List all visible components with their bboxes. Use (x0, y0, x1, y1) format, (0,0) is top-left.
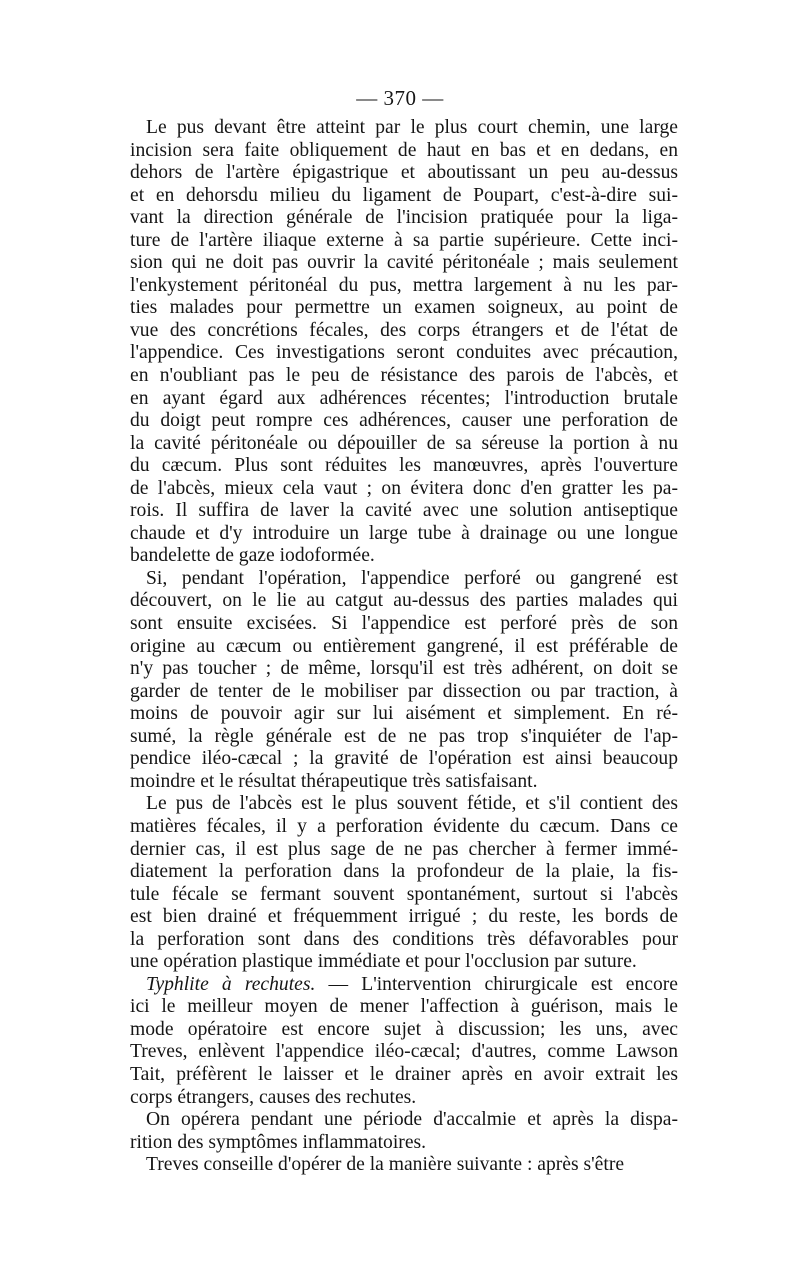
text-line: ici le meilleur moyen de mener l'affection à guérison, mais le (130, 996, 678, 1018)
text-line: ties malades pour permettre un examen soigneux, au point de (130, 297, 678, 319)
text-line: la cavité péritonéale ou dépouiller de sa séreuse la portion à nu (130, 432, 678, 454)
text-line: diatement la perforation dans la profondeur de la plaie, la fis- (130, 861, 678, 883)
text-line: vue des concrétions fécales, des corps étrangers et de l'état de (130, 319, 678, 341)
text-line: Treves, enlèvent l'appendice iléo-cæcal; d'autres, comme Lawson (130, 1041, 678, 1063)
text-line: sion qui ne doit pas ouvrir la cavité péritonéale ; mais seulement (130, 252, 678, 274)
text-line: une opération plastique immédiate et pour l'occlusion par suture. (130, 951, 637, 973)
text-line: en ayant égard aux adhérences récentes; l'introduction brutale (130, 387, 678, 409)
text-line: de l'abcès, mieux cela vaut ; on évitera donc d'en gratter les pa- (130, 477, 678, 499)
text-line: rition des symptômes inflammatoires. (130, 1131, 427, 1153)
text-line: en n'oubliant pas le peu de résistance des parois de l'abcès, et (130, 365, 678, 387)
text-line: l'appendice. Ces investigations seront conduites avec précaution, (130, 342, 678, 364)
text-line: incision sera faite obliquement de haut en bas et en dedans, en (130, 139, 678, 161)
line-text: — L'intervention chirurgicale est encore (315, 973, 678, 995)
text-line: Le pus devant être atteint par le plus court chemin, une large (146, 117, 678, 138)
body-text (130, 117, 678, 1177)
text-line: Si, pendant l'opération, l'appendice perforé ou gangrené est (146, 567, 678, 589)
text-line: corps étrangers, causes des rechutes. (130, 1086, 417, 1108)
text-line: du cæcum. Plus sont réduites les manœuvres, après l'ouverture (130, 455, 678, 477)
text-line: sont ensuite excisées. Si l'appendice est perforé près de son (130, 613, 678, 635)
text-line: dernier cas, il est plus sage de ne pas chercher à fermer immé- (130, 838, 678, 860)
page-number: — 370 — (356, 86, 444, 110)
text-line: l'enkystement péritonéal du pus, mettra largement à nu les par- (130, 274, 678, 296)
text-line: Le pus de l'abcès est le plus souvent fétide, et s'il contient des (146, 793, 678, 815)
section-heading: Typhlite à rechutes. (146, 973, 316, 995)
text-line: mode opératoire est encore sujet à discussion; les uns, avec (130, 1018, 678, 1040)
text-line: chaude et d'y introduire un large tube à drainage ou une longue (130, 522, 678, 544)
text-line: la perforation sont dans des conditions très défavorables pour (130, 928, 678, 950)
text-line: est bien drainé et fréquemment irrigué ; du reste, les bords de (130, 906, 678, 928)
text-line: et en dehorsdu milieu du ligament de Poupart, c'est-à-dire sui- (130, 184, 678, 206)
text-line: moins de pouvoir agir sur lui aisément et simplement. En ré- (130, 703, 678, 725)
text-line: origine au cæcum ou entièrement gangrené, il est préférable de (130, 635, 678, 657)
text-line: pendice iléo-cæcal ; la gravité de l'opération est ainsi beaucoup (130, 748, 678, 770)
text-line: ture de l'artère iliaque externe à sa partie supérieure. Cette inci- (130, 229, 678, 251)
text-line (130, 974, 678, 997)
text-line: Tait, préfèrent le laisser et le drainer après en avoir extrait les (130, 1063, 678, 1085)
text-line: On opérera pendant une période d'accalmie et après la dispa- (146, 1109, 678, 1131)
text-line: moindre et le résultat thérapeutique très satisfaisant. (130, 770, 538, 792)
text-line: Treves conseille d'opérer de la manière suivante : après s'être (146, 1154, 625, 1176)
text-line: n'y pas toucher ; de même, lorsqu'il est très adhérent, on doit se (130, 658, 678, 680)
text-line: tule fécale se fermant souvent spontanément, surtout si l'abcès (130, 883, 678, 905)
text-line: vant la direction générale de l'incision pratiquée pour la liga- (130, 207, 678, 229)
text-line: garder de tenter de le mobiliser par dissection ou par traction, à (130, 680, 678, 702)
text-line: sumé, la règle générale est de ne pas trop s'inquiéter de l'ap- (130, 725, 678, 747)
text-line: découvert, on le lie au catgut au-dessus des parties malades qui (130, 590, 678, 612)
text-line: bandelette de gaze iodoformée. (130, 545, 375, 567)
text-line: matières fécales, il y a perforation évidente du cæcum. Dans ce (130, 815, 678, 837)
text-line: dehors de l'artère épigastrique et aboutissant un peu au-dessus (130, 162, 678, 184)
text-line: du doigt peut rompre ces adhérences, causer une perforation de (130, 410, 678, 432)
text-line: rois. Il suffira de laver la cavité avec une solution antiseptique (130, 500, 678, 522)
